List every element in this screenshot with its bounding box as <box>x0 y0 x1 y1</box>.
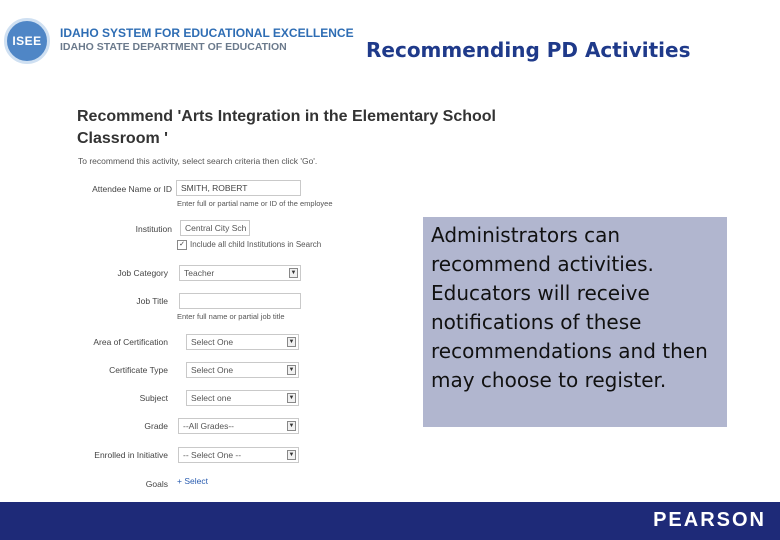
chevron-down-icon[interactable]: ▼ <box>288 452 295 458</box>
job-title-input[interactable] <box>179 293 301 309</box>
attendee-hint: Enter full or partial name or ID of the employee <box>177 199 333 208</box>
isee-logo <box>4 14 354 62</box>
job-category-value: Teacher <box>184 268 215 278</box>
chevron-down-icon[interactable]: ▼ <box>288 367 295 373</box>
institution-value: Central City Sch <box>185 223 247 233</box>
grade-label: Grade <box>144 421 168 431</box>
area-of-certification-value: Select One <box>191 337 234 347</box>
pearson-logo: PEARSON <box>653 509 766 531</box>
callout-box: Administrators can recommend activities. Educators will receive notifications of these recommendations and then may choose to register. <box>423 217 727 427</box>
attendee-label: Attendee Name or ID <box>92 184 172 194</box>
subject-select[interactable] <box>186 390 299 406</box>
chevron-down-icon[interactable]: ▼ <box>288 395 295 401</box>
isee-seal-icon <box>4 18 50 64</box>
org-name-line2: IDAHO STATE DEPARTMENT OF EDUCATION <box>60 41 287 53</box>
subject-label: Subject <box>139 393 168 403</box>
job-category-select[interactable] <box>179 265 301 281</box>
grade-value: --All Grades-- <box>183 421 235 431</box>
goals-label: Goals <box>145 479 168 489</box>
form-heading: Recommend 'Arts Integration in the Elementary School Classroom ' <box>77 108 496 147</box>
chevron-down-icon[interactable]: ▼ <box>288 339 295 345</box>
chevron-down-icon[interactable]: ▼ <box>290 270 297 276</box>
certificate-type-value: Select One <box>191 365 234 375</box>
footer-bar <box>0 502 780 540</box>
enrolled-in-initiative-value: -- Select One -- <box>183 450 242 460</box>
institution-label: Institution <box>135 224 172 234</box>
job-category-label: Job Category <box>117 268 168 278</box>
grade-select[interactable] <box>178 418 299 434</box>
goals-select-link[interactable]: + Select <box>177 476 208 486</box>
certificate-type-label: Certificate Type <box>109 365 168 375</box>
enrolled-in-initiative-label: Enrolled in Initiative <box>94 450 168 460</box>
include-child-label: Include all child Institutions in Search <box>190 240 322 250</box>
slide-title: Recommending PD Activities <box>366 38 691 62</box>
institution-select[interactable] <box>180 220 250 236</box>
logo-text: ISEE <box>12 34 42 48</box>
checkbox-checked-icon[interactable]: ✓ <box>177 240 187 250</box>
enrolled-in-initiative-select[interactable] <box>178 447 299 463</box>
include-child-institutions[interactable] <box>177 240 321 250</box>
form-instructions: To recommend this activity, select search criteria then click 'Go'. <box>78 156 318 166</box>
subject-value: Select one <box>191 393 232 403</box>
recommend-form <box>76 106 496 496</box>
chevron-down-icon[interactable]: ▼ <box>288 423 295 429</box>
area-of-certification-label: Area of Certification <box>93 337 168 347</box>
attendee-input[interactable]: SMITH, ROBERT <box>176 180 301 196</box>
job-title-hint: Enter full name or partial job title <box>177 312 285 321</box>
org-name-line1: IDAHO SYSTEM FOR EDUCATIONAL EXCELLENCE <box>60 26 354 40</box>
area-of-certification-select[interactable] <box>186 334 299 350</box>
certificate-type-select[interactable] <box>186 362 299 378</box>
job-title-label: Job Title <box>136 296 168 306</box>
